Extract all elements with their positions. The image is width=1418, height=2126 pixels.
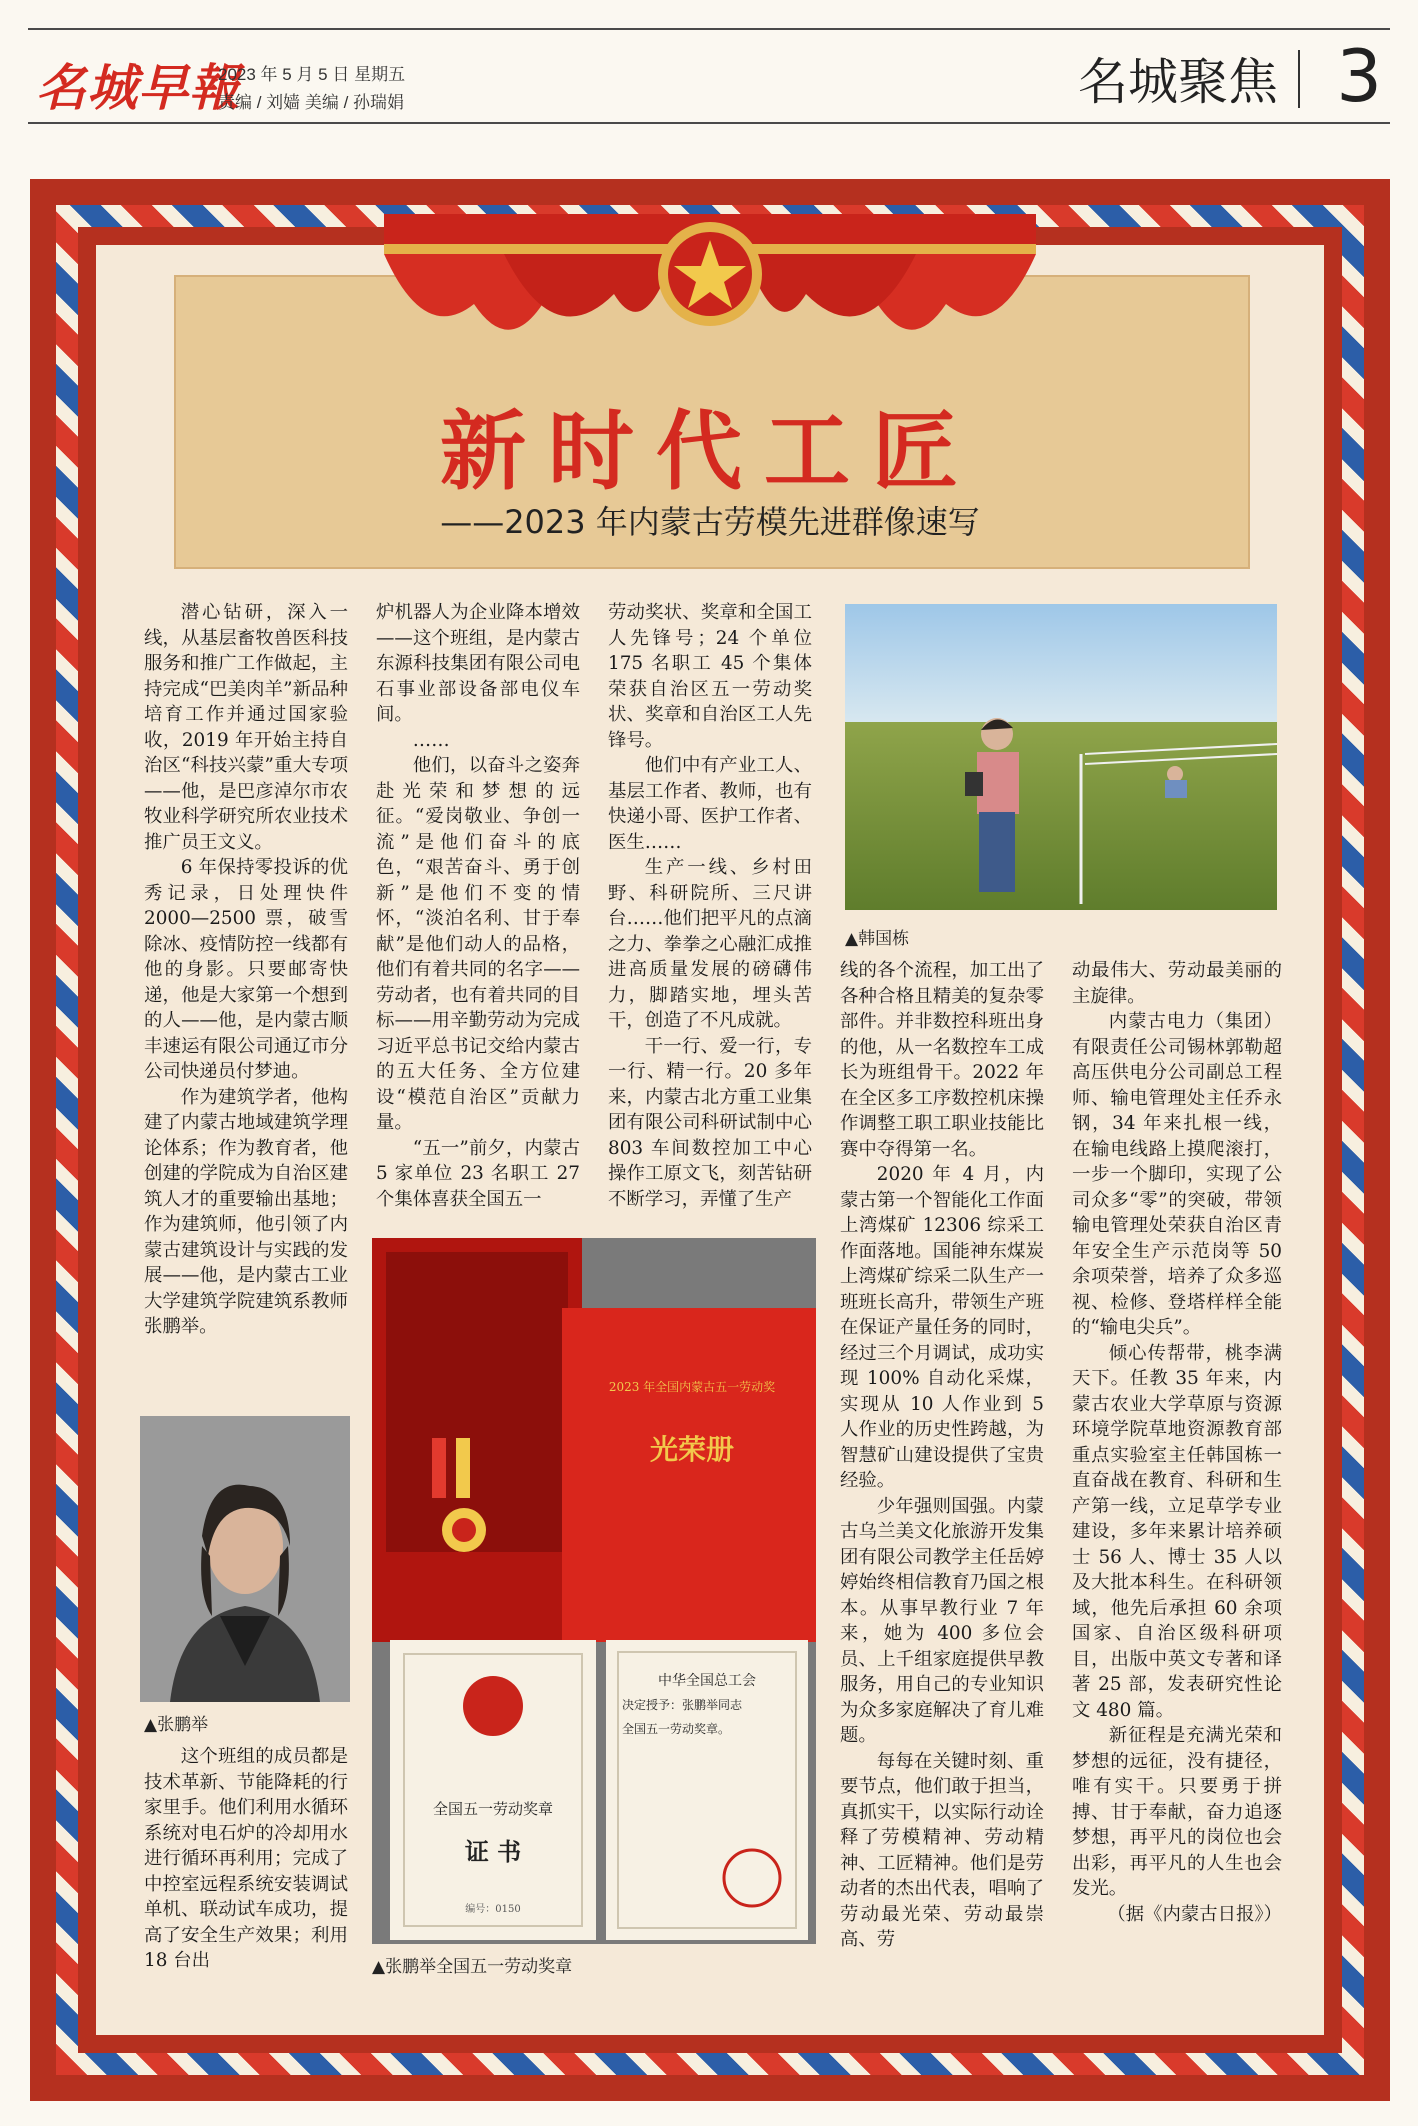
paragraph: 新征程是充满光荣和梦想的远征，没有捷径，唯有实干。只要勇于拼搏、甘于奉献，奋力追逐梦想，再平凡的岗位也会出彩，再平凡的人生也会发光。 [1072,1725,1282,1899]
paragraph: 每每在关键时刻、重要节点，他们敢于担当，真抓实干，以实际行动诠释了劳模精神、劳动精神、工匠精神。他们是劳动者的杰出代表，唱响了劳动最光荣、劳动最崇高、劳 [840,1750,1044,1950]
paragraph: 他们中有产业工人、基层工作者、教师，也有快递小哥、医护工作者、医生…… [608,755,812,853]
photo-zhang-pengju [140,1416,350,1702]
column-4 [840,958,1044,1953]
paragraph: 他们，以奋斗之姿奔赴光荣和梦想的远征。“爱岗敬业、争创一流”是他们奋斗的底色，“艰苦奋斗、勇于创新”是他们不变的情怀，“淡泊名利、甘于奉献”是他们动人的品格，他们有着共同的名字——劳动者，也有着共同的目标——用辛勤劳动为完成习近平总书记交给内蒙古的五大任务、全方位建设“模范自治区”贡献力量。 [376,755,580,1133]
paragraph: 劳动奖状、奖章和全国工人先锋号；24 个单位 175 名职工 45 个集体荣获自治区五一劳动奖状、奖章和自治区工人先锋号。 [608,602,812,751]
header-divider [1298,50,1300,108]
section-title: 名城聚焦 [1078,53,1278,111]
column-1 [144,600,348,1340]
paragraph: 线的各个流程，加工出了各种合格且精美的复杂零部件。并非数控科班出身的他，从一名数控车工成长为班组骨干。2022 年在全区多工序数控机床操作调整工职工职业技能比赛中夺得第一名。 [840,960,1044,1160]
paragraph: 干一行、爱一行，专一行、精一行。20 多年来，内蒙古北方重工业集团有限公司科研试制中心 803 车间数控加工中心操作工原文飞，刻苦钻研不断学习，弄懂了生产 [608,1035,812,1210]
certificate-right-award: 全国五一劳动奖章。 [622,1722,731,1736]
masthead-logo: 名城早報 [36,58,240,117]
certificate-right-issuer: 中华全国总工会 [658,1673,756,1689]
honor-book-header: 2023 年全国内蒙古五一劳动奖 [608,1380,776,1394]
paragraph: …… [412,729,450,751]
caption-han: ▲韩国栋 [845,929,910,949]
column-3 [608,600,812,1212]
column-1-bottom [144,1744,348,1974]
editors-line: 责编 / 刘嫱 美编 / 孙瑞娟 [218,93,405,112]
certificate-right-text: 决定授予：张鹏举同志 [622,1698,743,1712]
paragraph: 潜心钻研，深入一线，从基层畜牧兽医科技服务和推广工作做起，主持完成“巴美肉羊”新品种培育工作并通过国家验收，2019 年开始主持自治区“科技兴蒙”重大专项——他，是巴彦淖尔市农牧业科学研究所农业技术推广员王文义。 [144,602,348,853]
article-title: 新时代工匠 [440,401,980,502]
paragraph: 生产一线、乡村田野、科研院所、三尺讲台……他们把平凡的点滴之力、拳拳之心融汇成推进高质量发展的磅礴伟力，脚踏实地，埋头苦干，创造了不凡成就。 [608,857,812,1031]
paragraph: 倾心传帮带，桃李满天下。任教 35 年来，内蒙古农业大学草原与资源环境学院草地资源教育部重点实验室主任韩国栋一直奋战在教育、科研和生产第一线，立足草学专业建设，多年来累计培养硕士 56 人、博士 35 人以及大批本科生。在科研领域，他先后承担 60 余项国家、自治区级科研项目，出版中英文专著和译著 25 部，发表研究性论文 480 篇。 [1072,1342,1282,1721]
paragraph: “五一”前夕，内蒙古 5 家单位 23 名职工 27 个集体喜获全国五一 [376,1137,580,1210]
honor-book-title: 光荣册 [649,1433,734,1466]
date-line: 2023 年 5 月 5 日 星期五 [218,65,406,84]
top-rule [28,28,1390,30]
page-number: 3 [1336,34,1382,118]
photo-medal-certificates [372,1238,816,1944]
certificate-left-title: 全国五一劳动奖章 [432,1800,553,1818]
photo-han-guodong [845,604,1277,910]
paragraph: 内蒙古电力（集团）有限责任公司锡林郭勒超高压供电分公司副总工程师、输电管理处主任乔永钢，34 年来扎根一线，在输电线路上摸爬滚打，一步一个脚印，实现了公司众多“零”的突破，带领输电管理处荣获自治区青年安全生产示范岗等 50 余项荣誉，培养了众多巡视、检修、登塔样样全能的“输电尖兵”。 [1072,1011,1282,1338]
drape-ornament [384,214,1036,374]
certificate-left-number: 编号：0150 [465,1904,521,1915]
certificate-left-heading: 证 书 [464,1837,522,1866]
paragraph: 作为建筑学者，他构建了内蒙古地域建筑学理论体系；作为教育者，他创建的学院成为自治区建筑人才的重要输出基地；作为建筑师，他引领了内蒙古建筑设计与实践的发展——他，是内蒙古工业大学建筑学院建筑系教师张鹏举。 [144,1086,348,1337]
column-5 [1072,958,1282,1927]
paragraph: 6 年保持零投诉的优秀记录，日处理快件 2000—2500 票，破雪除冰、疫情防控一线都有他的身影。只要邮寄快递，他是大家第一个想到的人——他，是内蒙古顺丰速运有限公司通辽市分公司快递员付梦迪。 [144,857,348,1082]
caption-medal: ▲张鹏举全国五一劳动奖章 [372,1957,573,1977]
paragraph: 动最伟大、劳动最美丽的主旋律。 [1072,960,1282,1007]
column-2 [376,600,580,1212]
article-subtitle: ——2023 年内蒙古劳模先进群像速写 [440,503,980,541]
caption-zhang: ▲张鹏举 [144,1715,209,1735]
paragraph: 炉机器人为企业降本增效——这个班组，是内蒙古东源科技集团有限公司电石事业部设备部电仪车间。 [376,602,580,725]
paragraph: 2020 年 4 月，内蒙古第一个智能化工作面上湾煤矿 12306 综采工作面落地。国能神东煤炭上湾煤矿综采二队生产一班班长高升，带领生产班在保证产量任务的同时，经过三个月调试，成功实现 100% 自动化采煤，实现从 10 人作业到 5 人作业的历史性跨越，为智慧矿山建设提供了宝贵经验。 [840,1164,1044,1491]
paragraph: 这个班组的成员都是技术革新、节能降耗的行家里手。他们利用水循环系统对电石炉的冷却用水进行循环再利用；完成了中控室远程系统安装调试单机、联动试车成功，提高了安全生产效果；利用 18 台出 [144,1746,348,1971]
header-rule [28,122,1390,124]
source-credit: （据《内蒙古日报》） [1107,1903,1282,1925]
paragraph: 少年强则国强。内蒙古乌兰美文化旅游开发集团有限公司教学主任岳婷婷始终相信教育乃国之根本。从事早教行业 7 年来，她为 400 多位会员、上千组家庭提供早教服务，用自己的专业知识为众多家庭解决了育儿难题。 [840,1495,1044,1746]
